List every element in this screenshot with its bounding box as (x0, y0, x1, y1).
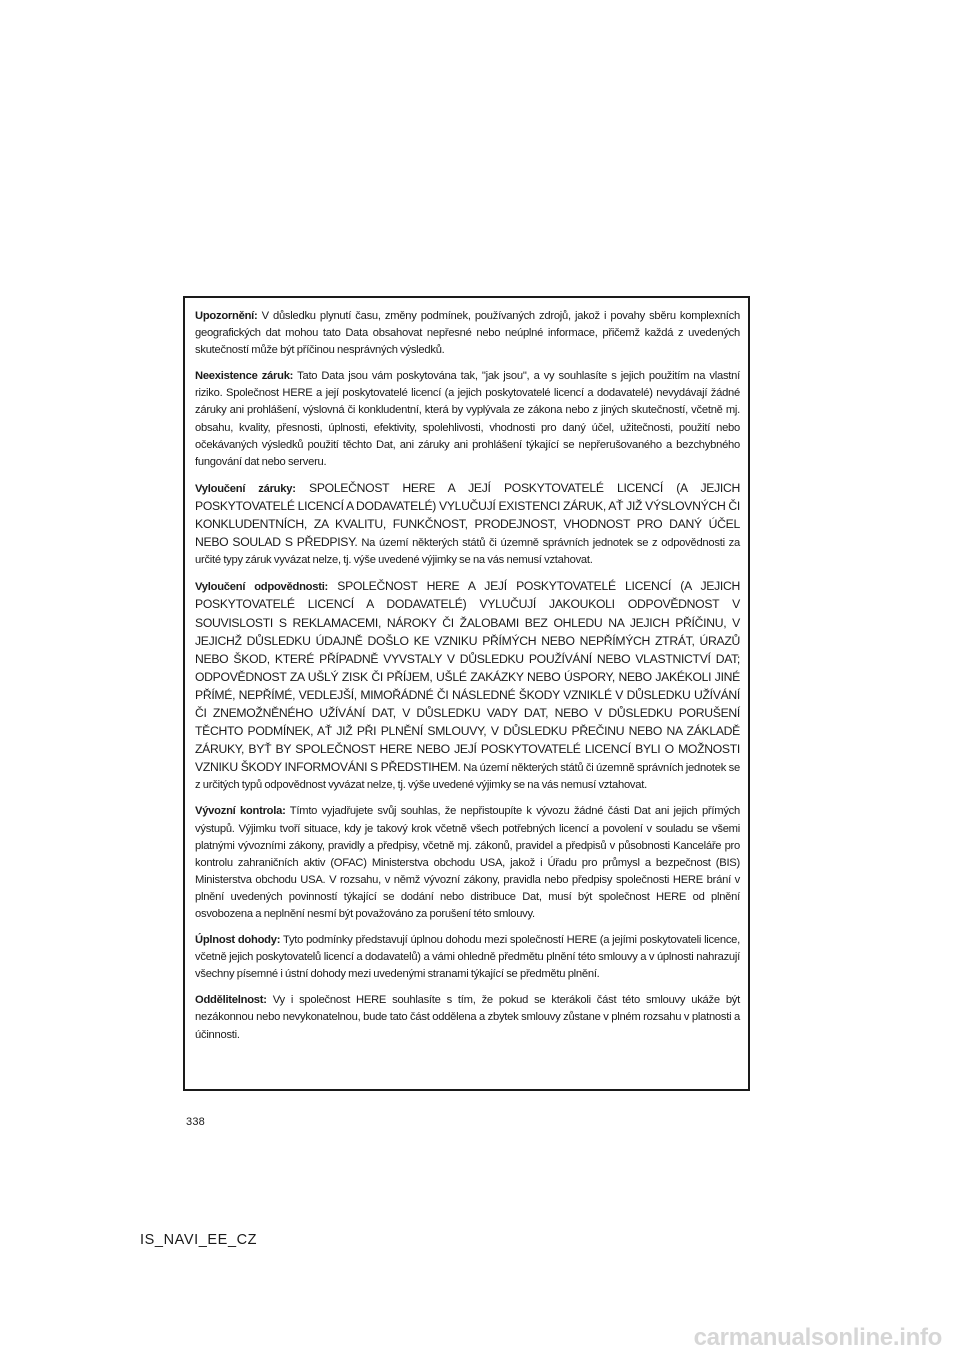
watermark: carmanualsonline.info (693, 1324, 942, 1351)
section-heading: Upozornění: (195, 310, 258, 322)
section-entire-agreement (195, 932, 740, 983)
section-text: Na území některých států či územně správních jednotek se z určitých typů odpovědnost vyvázat nelze, tj. výše uvedené výjimky se na vás nemusí vztahovat. (195, 762, 740, 792)
section-text: Tato Data jsou vám poskytována tak, "jak jsou", a vy souhlasíte s jejich použitím na vlastní riziko. Společnost HERE a její poskytovatelé licencí (a jejich poskytovatelé licencí a dodavatelé) nevydávají žádné záruky ani prohlášení, výslovná či konkludentní, která by vyplývala ze zákona nebo z jiných skutečností, včetně mj. obsahu, kvality, přesnosti, úplnosti, efektivity, spolehlivosti, vhodnosti pro daný účel, užitečnosti, použití nebo očekávaných výsledků použití těchto Dat, ani záruky ani prohlášení týkající se nepřerušovaného a bezchybného fungování dat nebo serveru. (195, 370, 740, 468)
section-caps-text: SPOLEČNOST HERE A JEJÍ POSKYTOVATELÉ LICENCÍ (A JEJICH POSKYTOVATELÉ LICENCÍ A DODAVATELÉ) VYLUČUJÍ EXISTENCI ZÁRUK, AŤ JIŽ VÝSLOVNÝCH ČI KONKLUDENTNÍCH, ZA KVALITU, FUNKČNOST, PRODEJNOST, VHODNOST PRO DANÝ ÚČEL NEBO SOULAD S PŘEDPISY. (195, 480, 740, 550)
section-text: V důsledku plynutí času, změny podmínek, používaných zdrojů, jakož i povahy sběru komplexních geografických dat mohou tato Data obsahovat nepřesné nebo neúplné informace, přičemž každá z uvedených skutečností může být příčinou nesprávných výsledků. (195, 310, 740, 357)
page-number: 338 (186, 1116, 205, 1128)
section-severability (195, 992, 740, 1043)
section-warranty-disclaimer (195, 480, 740, 569)
section-heading: Úplnost dohody: (195, 934, 281, 947)
section-no-warranty (195, 368, 740, 471)
section-text: Vy i společnost HERE souhlasíte s tím, že pokud se kterákoli část této smlouvy ukáže být nezákonnou nebo nevykonatelnou, bude tato část oddělena a zbytek smlouvy zůstane v plném rozsahu v platnosti a účinnosti. (195, 994, 740, 1041)
section-heading: Neexistence záruk: (195, 370, 294, 383)
section-warning (195, 308, 740, 359)
section-text: Na území některých států či územně správních jednotek se z odpovědnosti za určité typy záruk vyvázat nelze, tj. výše uvedené výjimky se na vás nemusí vztahovat. (195, 537, 740, 567)
document-code: IS_NAVI_EE_CZ (140, 1232, 258, 1248)
section-export-control (195, 803, 740, 923)
section-heading: Oddělitelnost: (195, 994, 267, 1007)
section-text: Tyto podmínky představují úplnou dohodu mezi společností HERE (a jejími poskytovateli licence, včetně jejich poskytovatelů licencí a dodavatelů) a vámi ohledně předmětu plnění této smlouvy a v úplnosti nahrazují všechny písemné i ústní dohody mezi uvedenými stranami týkající se předmětu plnění. (195, 934, 740, 981)
legal-terms-box (183, 296, 750, 1091)
section-heading: Vývozní kontrola: (195, 805, 286, 818)
section-heading: Vyloučení odpovědnosti: (195, 581, 329, 594)
section-liability-disclaimer (195, 578, 740, 794)
section-caps-text: SPOLEČNOST HERE A JEJÍ POSKYTOVATELÉ LICENCÍ (A JEJICH POSKYTOVATELÉ LICENCÍ A DODAVATELÉ) VYLUČUJÍ JAKOUKOLI ODPOVĚDNOST V SOUVISLOSTI S REKLAMACEMI, NÁROKY ČI ŽALOBAMI BEZ OHLEDU NA JEJICH PŘÍČINU, V JEJICHŽ DŮSLEDKU ÚDAJNĚ DOŠLO KE VZNIKU PŘÍMÝCH NEBO NEPŘÍMÝCH ZTRÁT, ÚRAZŮ NEBO ŠKOD, KTERÉ PŘÍPADNĚ VYVSTALY V DŮSLEDKU POUŽÍVÁNÍ NEBO VLASTNICTVÍ DAT; ODPOVĚDNOST ZA UŠLÝ ZISK ČI PŘÍJEM, UŠLÉ ZAKÁZKY NEBO ÚSPORY, NEBO JAKÉKOLI JINÉ PŘÍMÉ, NEPŘÍMÉ, VEDLEJŠÍ, MIMOŘÁDNÉ ČI NÁSLEDNÉ ŠKODY VZNIKLÉ V DŮSLEDKU UŽÍVÁNÍ ČI ZNEMOŽNĚNÉHO UŽÍVÁNÍ DAT, V DŮSLEDKU VADY DAT, NEBO V DŮSLEDKU PORUŠENÍ TĚCHTO PODMÍNEK, AŤ JIŽ PŘI PLNĚNÍ SMLOUVY, V DŮSLEDKU PŘEČINU NEBO NA ZÁKLADĚ ZÁRUKY, BYŤ BY SPOLEČNOST HERE NEBO JEJÍ POSKYTOVATELÉ LICENCÍ BYLI O MOŽNOSTI VZNIKU ŠKODY INFORMOVÁNI S PŘEDSTIHEM. (195, 579, 740, 775)
section-text: Tímto vyjadřujete svůj souhlas, že nepřistoupíte k vývozu žádné části Dat ani jejich přímých výstupů. Výjimku tvoří situace, kdy je takový krok včetně všech potřebných licencí a povolení v souladu se všemi platnými vývozními zákony, pravidly a předpisy, včetně mj. zákonů, pravidel a předpisů v působnosti Kanceláře pro kontrolu zahraničních aktiv (OFAC) Ministerstva obchodu USA, jakož i Úřadu pro průmysl a bezpečnost (BIS) Ministerstva obchodu USA. V rozsahu, v němž vývozní zákony, pravidla nebo předpisy společnosti HERE brání v plnění uvedených povinností týkající se dodání nebo distribuce Dat, musí být společnost HERE od plnění osvobozena a neplnění nesmí být považováno za porušení této smlouvy. (195, 805, 740, 920)
section-heading: Vyloučení záruky: (195, 482, 296, 495)
